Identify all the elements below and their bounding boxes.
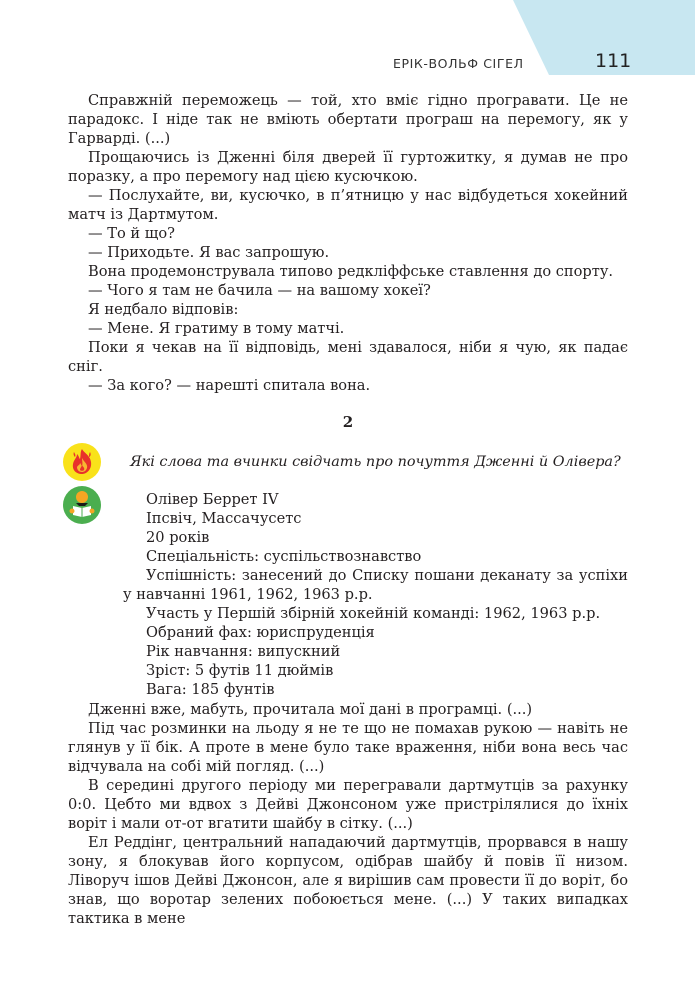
paragraph: Під час розминки на льоду я не те що не помахав рукою — навіть не глянув у її бік. А проте в мене було таке враження, ніби вона весь час відчувала на собі мій погляд. (...) — [68, 720, 628, 775]
profile-line: Участь у Першій збірній хокейній команді: 1962, 1963 р.р. — [146, 605, 601, 622]
profile-line: 20 років — [146, 529, 210, 546]
text-block-1 — [68, 91, 628, 395]
paragraph: Вона продемонструвала типово редкліффське ставлення до спорту. — [88, 263, 614, 280]
section-number: 2 — [342, 413, 354, 431]
paragraph: В середині другого періоду ми перегравали дартмутців за рахунку 0:0. Цебто ми вдвох з Дейві Джонсоном уже пристрілялися до їхніх воріт і мали от-от вгатити шайбу в сітку. (...) — [68, 777, 628, 832]
paragraph: — Послухайте, ви, кусючко, в п’ятницю у нас відбудеться хокейний матч із Дартмутом. — [68, 187, 628, 223]
paragraph: Прощаючись із Дженні біля дверей її гуртожитку, я думав не про поразку, а про перемогу над цією кусючкою. — [68, 149, 628, 185]
paragraph: — За кого? — нарешті спитала вона. — [88, 377, 371, 394]
paragraph: Справжній переможець — той, хто вміє гідно програвати. Це не парадокс. І ніде так не вміють обертати програш на перемогу, як у Гарварді. (...) — [68, 92, 628, 147]
profile-list — [123, 490, 628, 699]
profile-line: Успішність: занесений до Списку пошани деканату за успіхи у навчанні 1961, 1962, 1963 р.р. — [123, 567, 628, 603]
profile-line: Спеціальність: суспільствознавство — [146, 548, 422, 565]
profile-line: Вага: 185 фунтів — [146, 681, 275, 698]
profile-line: Обраний фах: юриспруденція — [146, 624, 375, 641]
paragraph: — Чого я там не бачила — на вашому хокеї? — [88, 282, 431, 299]
profile-line: Рік навчання: випускний — [146, 643, 341, 660]
paragraph: — То й що? — [88, 225, 175, 242]
paragraph: Я недбало відповів: — [88, 301, 239, 318]
profile-line: Іпсвіч, Массачусетс — [146, 510, 302, 527]
running-head: ЕРІК-ВОЛЬФ СІГЕЛ — [393, 56, 524, 71]
paragraph: — Мене. Я гратиму в тому матчі. — [88, 320, 345, 337]
task-question: Які слова та вчинки свідчать про почуття Дженні й Олівера? — [130, 454, 621, 470]
fire-icon — [63, 443, 101, 481]
paragraph: Дженні вже, мабуть, прочитала мої дані в програмці. (...) — [88, 701, 533, 718]
profile-line: Олівер Беррет IV — [146, 491, 279, 508]
reader-icon — [63, 486, 101, 524]
paragraph: Ел Реддінг, центральний нападаючий дартмутців, прорвався в нашу зону, я блокував його корпусом, одібрав шайбу й повів її низом. Ліворуч ішов Дейві Джонсон, але я вирішив сам провести її до воріт, бо знав, що воротар зелених побоюється мене. (...) У таких випадках тактика в мене — [68, 834, 628, 927]
paragraph: — Приходьте. Я вас запрошую. — [88, 244, 330, 261]
paragraph: Поки я чекав на її відповідь, мені здавалося, ніби я чую, як падає сніг. — [68, 339, 628, 375]
text-block-2 — [68, 700, 628, 928]
profile-line: Зріст: 5 футів 11 дюймів — [146, 662, 334, 679]
page-number: 111 — [595, 50, 632, 72]
